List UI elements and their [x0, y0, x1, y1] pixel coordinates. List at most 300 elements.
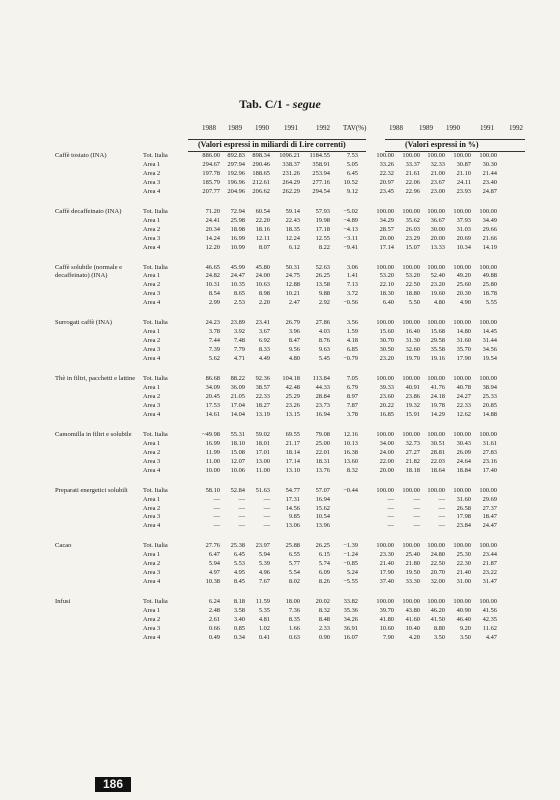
- table-cell: 21.82: [405, 457, 420, 465]
- area-label: Area 4: [143, 633, 161, 641]
- area-label: Area 2: [143, 225, 161, 233]
- area-label: Area 3: [143, 513, 161, 521]
- table-cell: 20.69: [456, 234, 471, 242]
- table-cell: —: [413, 513, 420, 521]
- table-cell: 253.94: [312, 169, 330, 177]
- table-cell: 25.30: [456, 551, 471, 559]
- table-cell: 2.92: [318, 299, 330, 307]
- table-cell: 3.56: [346, 319, 358, 327]
- table-cell: 10.99: [230, 243, 245, 251]
- area-label: Area 1: [143, 439, 161, 447]
- area-label: Area 1: [143, 160, 161, 168]
- table-cell: 33.30: [405, 578, 420, 586]
- table-cell: 46.40: [456, 616, 471, 624]
- table-cell: 12.07: [230, 457, 245, 465]
- table-cell: 25.38: [230, 542, 245, 550]
- table-cell: 17.01: [255, 448, 270, 456]
- table-cell: −5.02: [343, 207, 358, 215]
- table-cell: 100.00: [453, 319, 471, 327]
- table-cell: 100.00: [427, 430, 445, 438]
- table-cell: 20.97: [379, 178, 394, 186]
- table-cell: 27.86: [315, 319, 330, 327]
- table-cell: 7.44: [208, 337, 220, 345]
- area-label: Area 4: [143, 299, 161, 307]
- table-row: [55, 431, 497, 440]
- table-cell: 294.67: [202, 160, 220, 168]
- table-cell: 27.83: [482, 448, 497, 456]
- table-cell: 3.58: [233, 607, 245, 615]
- table-cell: 38.57: [255, 384, 270, 392]
- table-cell: —: [413, 495, 420, 503]
- table-cell: 53.20: [379, 272, 394, 280]
- table-cell: 0.66: [208, 624, 220, 632]
- table-cell: 23.67: [430, 178, 445, 186]
- table-cell: 18.14: [285, 448, 300, 456]
- table-cell: −0.79: [343, 355, 358, 363]
- area-label: Tot. Italia: [143, 542, 168, 550]
- table-cell: 8.26: [318, 578, 330, 586]
- table-cell: 5.45: [318, 355, 330, 363]
- table-cell: −0.85: [343, 560, 358, 568]
- table-cell: 100.00: [402, 263, 420, 271]
- table-cell: 14.19: [482, 243, 497, 251]
- area-label: Area 4: [143, 578, 161, 586]
- table-cell: 57.93: [315, 207, 330, 215]
- table-cell: 20.22: [379, 401, 394, 409]
- table-cell: 20.00: [379, 466, 394, 474]
- table-cell: 8.80: [433, 624, 445, 632]
- table-cell: —: [213, 513, 220, 521]
- table-cell: 35.36: [343, 607, 358, 615]
- table-cell: 6.40: [382, 299, 394, 307]
- table-cell: 23.00: [430, 187, 445, 195]
- table-cell: 30.51: [430, 439, 445, 447]
- table-cell: 185.79: [202, 178, 220, 186]
- table-cell: 5.39: [258, 560, 270, 568]
- table-cell: 17.90: [379, 569, 394, 577]
- table-cell: 264.29: [282, 178, 300, 186]
- table-cell: 23.60: [379, 392, 394, 400]
- table-cell: 100.00: [376, 319, 394, 327]
- area-label: Tot. Italia: [143, 319, 168, 327]
- table-cell: [330, 522, 358, 531]
- table-cell: 10.60: [379, 624, 394, 632]
- table-cell: 1096.21: [279, 152, 300, 159]
- group-spacer: [55, 587, 497, 598]
- table-cell: 10.63: [255, 281, 270, 289]
- table-cell: 16.38: [343, 448, 358, 456]
- table-cell: 34.00: [379, 439, 394, 447]
- table-cell: 8.07: [258, 243, 270, 251]
- table-cell: 5.74: [318, 560, 330, 568]
- table-cell: 6.45: [346, 169, 358, 177]
- area-label: Area 2: [143, 392, 161, 400]
- table-cell: —: [263, 495, 270, 503]
- area-label: Area 1: [143, 551, 161, 559]
- table-cell: 2.53: [233, 299, 245, 307]
- table-cell: 31.47: [482, 578, 497, 586]
- table-cell: 24.41: [205, 216, 220, 224]
- table-cell: 41.50: [430, 616, 445, 624]
- table-cell: 41.80: [379, 616, 394, 624]
- table-cell: 23.86: [405, 392, 420, 400]
- table-cell: 212.61: [252, 178, 270, 186]
- table-cell: 358.91: [312, 160, 330, 168]
- table-cell: 100.00: [427, 542, 445, 550]
- table-cell: 2.33: [318, 624, 330, 632]
- area-label: Tot. Italia: [143, 486, 168, 494]
- table-cell: 14.45: [482, 328, 497, 336]
- table-cell: 100.00: [376, 598, 394, 606]
- table-cell: 32.00: [430, 578, 445, 586]
- table-cell: 30.43: [456, 439, 471, 447]
- table-cell: 20.02: [315, 598, 330, 606]
- area-label: Area 1: [143, 216, 161, 224]
- table-cell: 33.26: [379, 160, 394, 168]
- group-spacer: [55, 420, 497, 431]
- year-1988-right: 1988: [389, 124, 403, 132]
- table-cell: 13.76: [315, 466, 330, 474]
- table-cell: 188.65: [252, 169, 270, 177]
- table-cell: 3.06: [346, 263, 358, 271]
- table-cell: 23.93: [456, 187, 471, 195]
- table-cell: 5.94: [208, 560, 220, 568]
- table-cell: 18.10: [230, 439, 245, 447]
- table-cell: 13.96: [315, 522, 330, 530]
- table-cell: 36.91: [343, 624, 358, 632]
- area-label: Tot. Italia: [143, 375, 168, 383]
- title-segue: segue: [292, 97, 321, 111]
- table-cell: 30.70: [379, 337, 394, 345]
- table-cell: 898.34: [252, 152, 270, 159]
- product-name: Cacao: [55, 542, 72, 550]
- table-cell: 18.01: [255, 439, 270, 447]
- table-cell: 20.30: [456, 290, 471, 298]
- table-cell: 6.85: [346, 346, 358, 354]
- table-cell: 6.15: [318, 551, 330, 559]
- table-cell: 20.00: [430, 234, 445, 242]
- table-cell: 8.18: [233, 598, 245, 606]
- table-cell: 7.39: [208, 346, 220, 354]
- page-number: 186: [95, 777, 131, 792]
- table-cell: 0.49: [208, 633, 220, 641]
- table-cell: 18.16: [255, 225, 270, 233]
- table-cell: 10.35: [230, 281, 245, 289]
- table-cell: 30.00: [430, 225, 445, 233]
- table-cell: 2.20: [258, 299, 270, 307]
- table-cell: 4.81: [258, 616, 270, 624]
- table-cell: 23.41: [255, 319, 270, 327]
- table-cell: 13.19: [255, 410, 270, 418]
- table-cell: 24.18: [430, 392, 445, 400]
- table-cell: 6.47: [208, 551, 220, 559]
- table-cell: 12.55: [315, 234, 330, 242]
- table-row: [55, 319, 497, 328]
- table-cell: 24.00: [255, 272, 270, 280]
- table-cell: 100.00: [376, 486, 394, 494]
- group-spacer: [55, 253, 497, 264]
- table-cell: 40.91: [405, 384, 420, 392]
- table-cell: 196.96: [227, 178, 245, 186]
- year-1991-right: 1991: [480, 124, 494, 132]
- table-cell: 10.21: [285, 290, 300, 298]
- table-cell: 262.29: [282, 187, 300, 195]
- table-cell: 7.48: [233, 337, 245, 345]
- table-cell: 24.75: [285, 272, 300, 280]
- table-cell: 9.20: [459, 624, 471, 632]
- table-cell: 2.48: [208, 607, 220, 615]
- area-label: Area 3: [143, 569, 161, 577]
- table-cell: 35.62: [405, 216, 420, 224]
- area-label: Area 4: [143, 355, 161, 363]
- table-cell: 104.18: [282, 375, 300, 383]
- table-cell: 1.02: [258, 624, 270, 632]
- table-cell: 23.97: [255, 542, 270, 550]
- table-cell: 3.78: [208, 328, 220, 336]
- table-cell: 1.59: [346, 328, 358, 336]
- table-cell: 4.20: [408, 633, 420, 641]
- spacer-cell: [55, 253, 497, 264]
- table-cell: 17.18: [315, 225, 330, 233]
- table-cell: 13.00: [255, 457, 270, 465]
- table-cell: 86.68: [205, 375, 220, 383]
- table-cell: 7.13: [346, 281, 358, 289]
- table-cell: 4.18: [346, 337, 358, 345]
- table-cell: 26.09: [456, 448, 471, 456]
- table-cell: 5.77: [288, 560, 300, 568]
- table-row: [55, 208, 497, 217]
- table-cell: 8.22: [318, 243, 330, 251]
- table-cell: 207.77: [202, 187, 220, 195]
- table-cell: 12.24: [285, 234, 300, 242]
- table-cell: 21.87: [482, 560, 497, 568]
- table-cell: 197.78: [202, 169, 220, 177]
- table-cell: 12.11: [255, 234, 270, 242]
- table-cell: 10.31: [205, 281, 220, 289]
- table-cell: 892.83: [227, 152, 245, 159]
- table-cell: 28.81: [430, 448, 445, 456]
- area-label: Area 3: [143, 178, 161, 186]
- table-cell: 12.62: [456, 410, 471, 418]
- table-cell: 18.30: [379, 290, 394, 298]
- table-cell: 88.22: [230, 375, 245, 383]
- table-cell: —: [438, 513, 445, 521]
- table-cell: 22.20: [255, 216, 270, 224]
- table-cell: —: [387, 513, 394, 521]
- table-cell: 34.56: [482, 346, 497, 354]
- table-cell: —: [387, 495, 394, 503]
- table-cell: 23.22: [482, 569, 497, 577]
- table-cell: 7.79: [233, 346, 245, 354]
- table-cell: —: [263, 522, 270, 530]
- table-cell: 28.57: [379, 225, 394, 233]
- year-1990-right: 1990: [446, 124, 460, 132]
- table-cell: 0.34: [233, 633, 245, 641]
- table-cell: 100.00: [479, 152, 497, 159]
- table-cell: 16.85: [379, 410, 394, 418]
- table-cell: 14.29: [430, 410, 445, 418]
- table-cell: 46.20: [430, 607, 445, 615]
- table-cell: 100.00: [402, 319, 420, 327]
- table-cell: 3.50: [459, 633, 471, 641]
- table-cell: 32.33: [430, 160, 445, 168]
- table-cell: 31.60: [456, 495, 471, 503]
- table-cell: 100.00: [402, 598, 420, 606]
- table-cell: 72.94: [230, 207, 245, 215]
- table-cell: 8.48: [318, 616, 330, 624]
- table-cell: 7.67: [258, 578, 270, 586]
- table-cell: 11.59: [255, 598, 270, 606]
- table-cell: 23.40: [482, 178, 497, 186]
- table-cell: 32.73: [405, 439, 420, 447]
- area-label: Area 4: [143, 187, 161, 195]
- table-cell: 8.76: [318, 337, 330, 345]
- table-cell: 100.00: [479, 486, 497, 494]
- table-cell: 24.82: [205, 272, 220, 280]
- table-cell: 49.88: [482, 272, 497, 280]
- table-cell: 5.54: [288, 569, 300, 577]
- table-cell: 19.70: [405, 355, 420, 363]
- table-cell: 55.31: [230, 430, 245, 438]
- table-cell: −4.89: [343, 216, 358, 224]
- area-label: Tot. Italia: [143, 152, 168, 159]
- table-cell: 3.92: [233, 328, 245, 336]
- table-cell: 45.80: [255, 263, 270, 271]
- area-label: Area 3: [143, 290, 161, 298]
- table-cell: 886.00: [202, 152, 220, 159]
- table-cell: 46.65: [205, 263, 220, 271]
- table-cell: 27.76: [205, 542, 220, 550]
- table-cell: 31.44: [482, 337, 497, 345]
- table-cell: −9.41: [343, 243, 358, 251]
- table-cell: —: [238, 522, 245, 530]
- table-cell: 19.16: [430, 355, 445, 363]
- table-cell: 22.33: [255, 392, 270, 400]
- table-cell: 12.20: [205, 243, 220, 251]
- table-cell: 31.00: [456, 578, 471, 586]
- table-cell: 14.56: [285, 504, 300, 512]
- area-label: Area 4: [143, 522, 161, 530]
- table-cell: 51.63: [255, 486, 270, 494]
- table-cell: 9.88: [318, 290, 330, 298]
- table-row: [55, 487, 497, 496]
- table-cell: 19.50: [405, 569, 420, 577]
- area-label: Tot. Italia: [143, 430, 168, 438]
- table-cell: 100.00: [453, 375, 471, 383]
- table-cell: 12.88: [285, 281, 300, 289]
- table-cell: 18.31: [315, 457, 330, 465]
- table-cell: 3.50: [433, 633, 445, 641]
- table-cell: −0.56: [343, 299, 358, 307]
- table-cell: −1.39: [343, 542, 358, 550]
- table-cell: 21.40: [379, 560, 394, 568]
- table-cell: 6.79: [346, 384, 358, 392]
- table-cell: 4.71: [233, 355, 245, 363]
- table-cell: —: [387, 504, 394, 512]
- year-1991-left: 1991: [284, 124, 298, 132]
- table-cell: 36.67: [430, 216, 445, 224]
- table-cell: 39.33: [379, 384, 394, 392]
- table-cell: 22.33: [456, 401, 471, 409]
- table-cell: 8.45: [233, 578, 245, 586]
- area-label: Area 3: [143, 624, 161, 632]
- table-cell: 30.30: [482, 160, 497, 168]
- table-cell: 13.06: [285, 522, 300, 530]
- table-cell: 5.05: [346, 160, 358, 168]
- table-cell: 100.00: [479, 542, 497, 550]
- table-cell: 29.69: [482, 495, 497, 503]
- table-cell: 25.98: [230, 216, 245, 224]
- table-cell: 35.70: [456, 346, 471, 354]
- table-cell: 23.26: [285, 401, 300, 409]
- table-cell: 21.05: [230, 392, 245, 400]
- table-cell: 18.78: [482, 290, 497, 298]
- table-cell: 22.10: [379, 281, 394, 289]
- table-cell: 41.76: [430, 384, 445, 392]
- table-cell: 8.32: [318, 607, 330, 615]
- table-cell: 4.95: [233, 569, 245, 577]
- table-row: [55, 542, 497, 551]
- table-cell: 24.87: [482, 187, 497, 195]
- table-cell: 25.29: [285, 392, 300, 400]
- table-cell: 0.63: [288, 633, 300, 641]
- table-cell: 26.79: [285, 319, 300, 327]
- table-cell: 41.56: [482, 607, 497, 615]
- table-cell: 8.65: [233, 290, 245, 298]
- table-cell: 12.16: [343, 430, 358, 438]
- table-cell: 5.50: [408, 299, 420, 307]
- table-cell: 17.14: [379, 243, 394, 251]
- table-cell: 9.85: [288, 513, 300, 521]
- table-cell: 7.05: [346, 375, 358, 383]
- table-cell: 16.40: [405, 328, 420, 336]
- product-name: Infusi: [55, 598, 71, 606]
- table-cell: 22.30: [456, 560, 471, 568]
- table-cell: 8.54: [208, 290, 220, 298]
- table-cell: 17.53: [205, 401, 220, 409]
- table-cell: 113.84: [312, 375, 330, 383]
- table-cell: 100.00: [427, 598, 445, 606]
- group-spacer: [55, 364, 497, 375]
- table-cell: 20.70: [430, 569, 445, 577]
- table-cell: 100.00: [427, 263, 445, 271]
- table-cell: 6.24: [208, 598, 220, 606]
- table-cell: 23.84: [456, 522, 471, 530]
- table-cell: 9.63: [318, 346, 330, 354]
- group-spacer: [55, 308, 497, 319]
- table-cell: 11.00: [205, 457, 220, 465]
- table-cell: —: [263, 504, 270, 512]
- table-cell: 60.54: [255, 207, 270, 215]
- table-row: [55, 152, 497, 161]
- table-cell: 33.82: [343, 598, 358, 606]
- table-cell: 204.96: [227, 187, 245, 195]
- table-cell: 4.03: [318, 328, 330, 336]
- table-cell: 10.52: [343, 178, 358, 186]
- area-label: Tot. Italia: [143, 598, 168, 606]
- table-cell: 100.00: [453, 263, 471, 271]
- table-cell: 53.20: [405, 272, 420, 280]
- table-cell: 41.60: [405, 616, 420, 624]
- table-cell: 100.00: [479, 263, 497, 271]
- table-cell: 31.60: [456, 337, 471, 345]
- table-cell: −0.44: [343, 486, 358, 494]
- table-cell: 8.32: [346, 466, 358, 474]
- table-cell: 100.00: [376, 207, 394, 215]
- area-label: Area 2: [143, 337, 161, 345]
- table-cell: 7.90: [382, 633, 394, 641]
- table-cell: 100.00: [453, 207, 471, 215]
